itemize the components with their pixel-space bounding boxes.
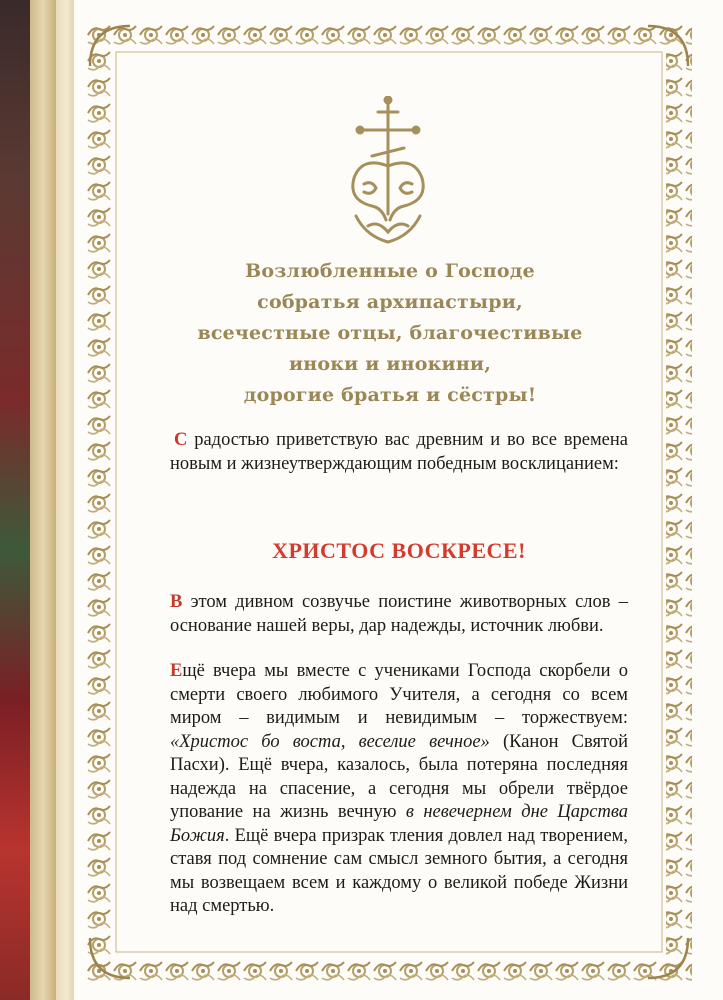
paragraph-text: (Канон Святой Пасхи). Ещё вчера, казалось, была потеряна последняя надежда на спасение, а сегодня мы обрели твёрдое упование на жизнь вечную	[170, 731, 628, 822]
orthodox-cross-ornament-icon	[342, 96, 434, 244]
drop-initial: Е	[170, 661, 183, 681]
paragraph-text: этом дивном созвучье поистине животворных слов – основание нашей веры, дар надежды, источник любви.	[170, 592, 628, 636]
greeting-block	[170, 256, 610, 411]
gold-band	[56, 0, 74, 1000]
paragraph-text: радостью приветствую вас древним и во все времена новым и жизнеутверждающим победным восклицанием:	[170, 430, 628, 474]
paschal-greeting-heading: ХРИСТОС ВОСКРЕСЕ!	[272, 538, 526, 563]
greeting-line: иноки и инокини,	[288, 353, 492, 375]
drop-initial: С	[174, 430, 188, 450]
paragraph-3	[170, 660, 628, 919]
paragraph-text: щё вчера мы вместе с учениками Господа скорбели о смерти своего любимого Учителя, а сегодня со всем миром – видимым и невидимым – торжествуем:	[170, 661, 628, 728]
drop-initial: В	[170, 592, 183, 612]
paragraph-text: . Ещё вчера призрак тления довлел над творением, ставя под сомнение сам смысл земного бытия, а сегодня мы возвещаем всем и каждому о великой победе Жизни над смертью.	[170, 825, 628, 916]
greeting-line: Возлюбленные о Господе	[245, 260, 535, 282]
greeting-line: всечестные отцы, благочестивые	[197, 322, 583, 344]
italic-phrase: в невечернем дне Царства Божия	[170, 802, 628, 846]
greeting-line: собратья архипастыри,	[257, 291, 523, 313]
canon-quote: «Христос бо воста, веселие вечное»	[170, 731, 490, 752]
greeting-line: дорогие братья и сёстры!	[243, 384, 537, 406]
icon-painting-edge	[0, 0, 56, 1000]
intro-paragraph	[170, 429, 628, 476]
paragraph-2	[170, 591, 628, 638]
